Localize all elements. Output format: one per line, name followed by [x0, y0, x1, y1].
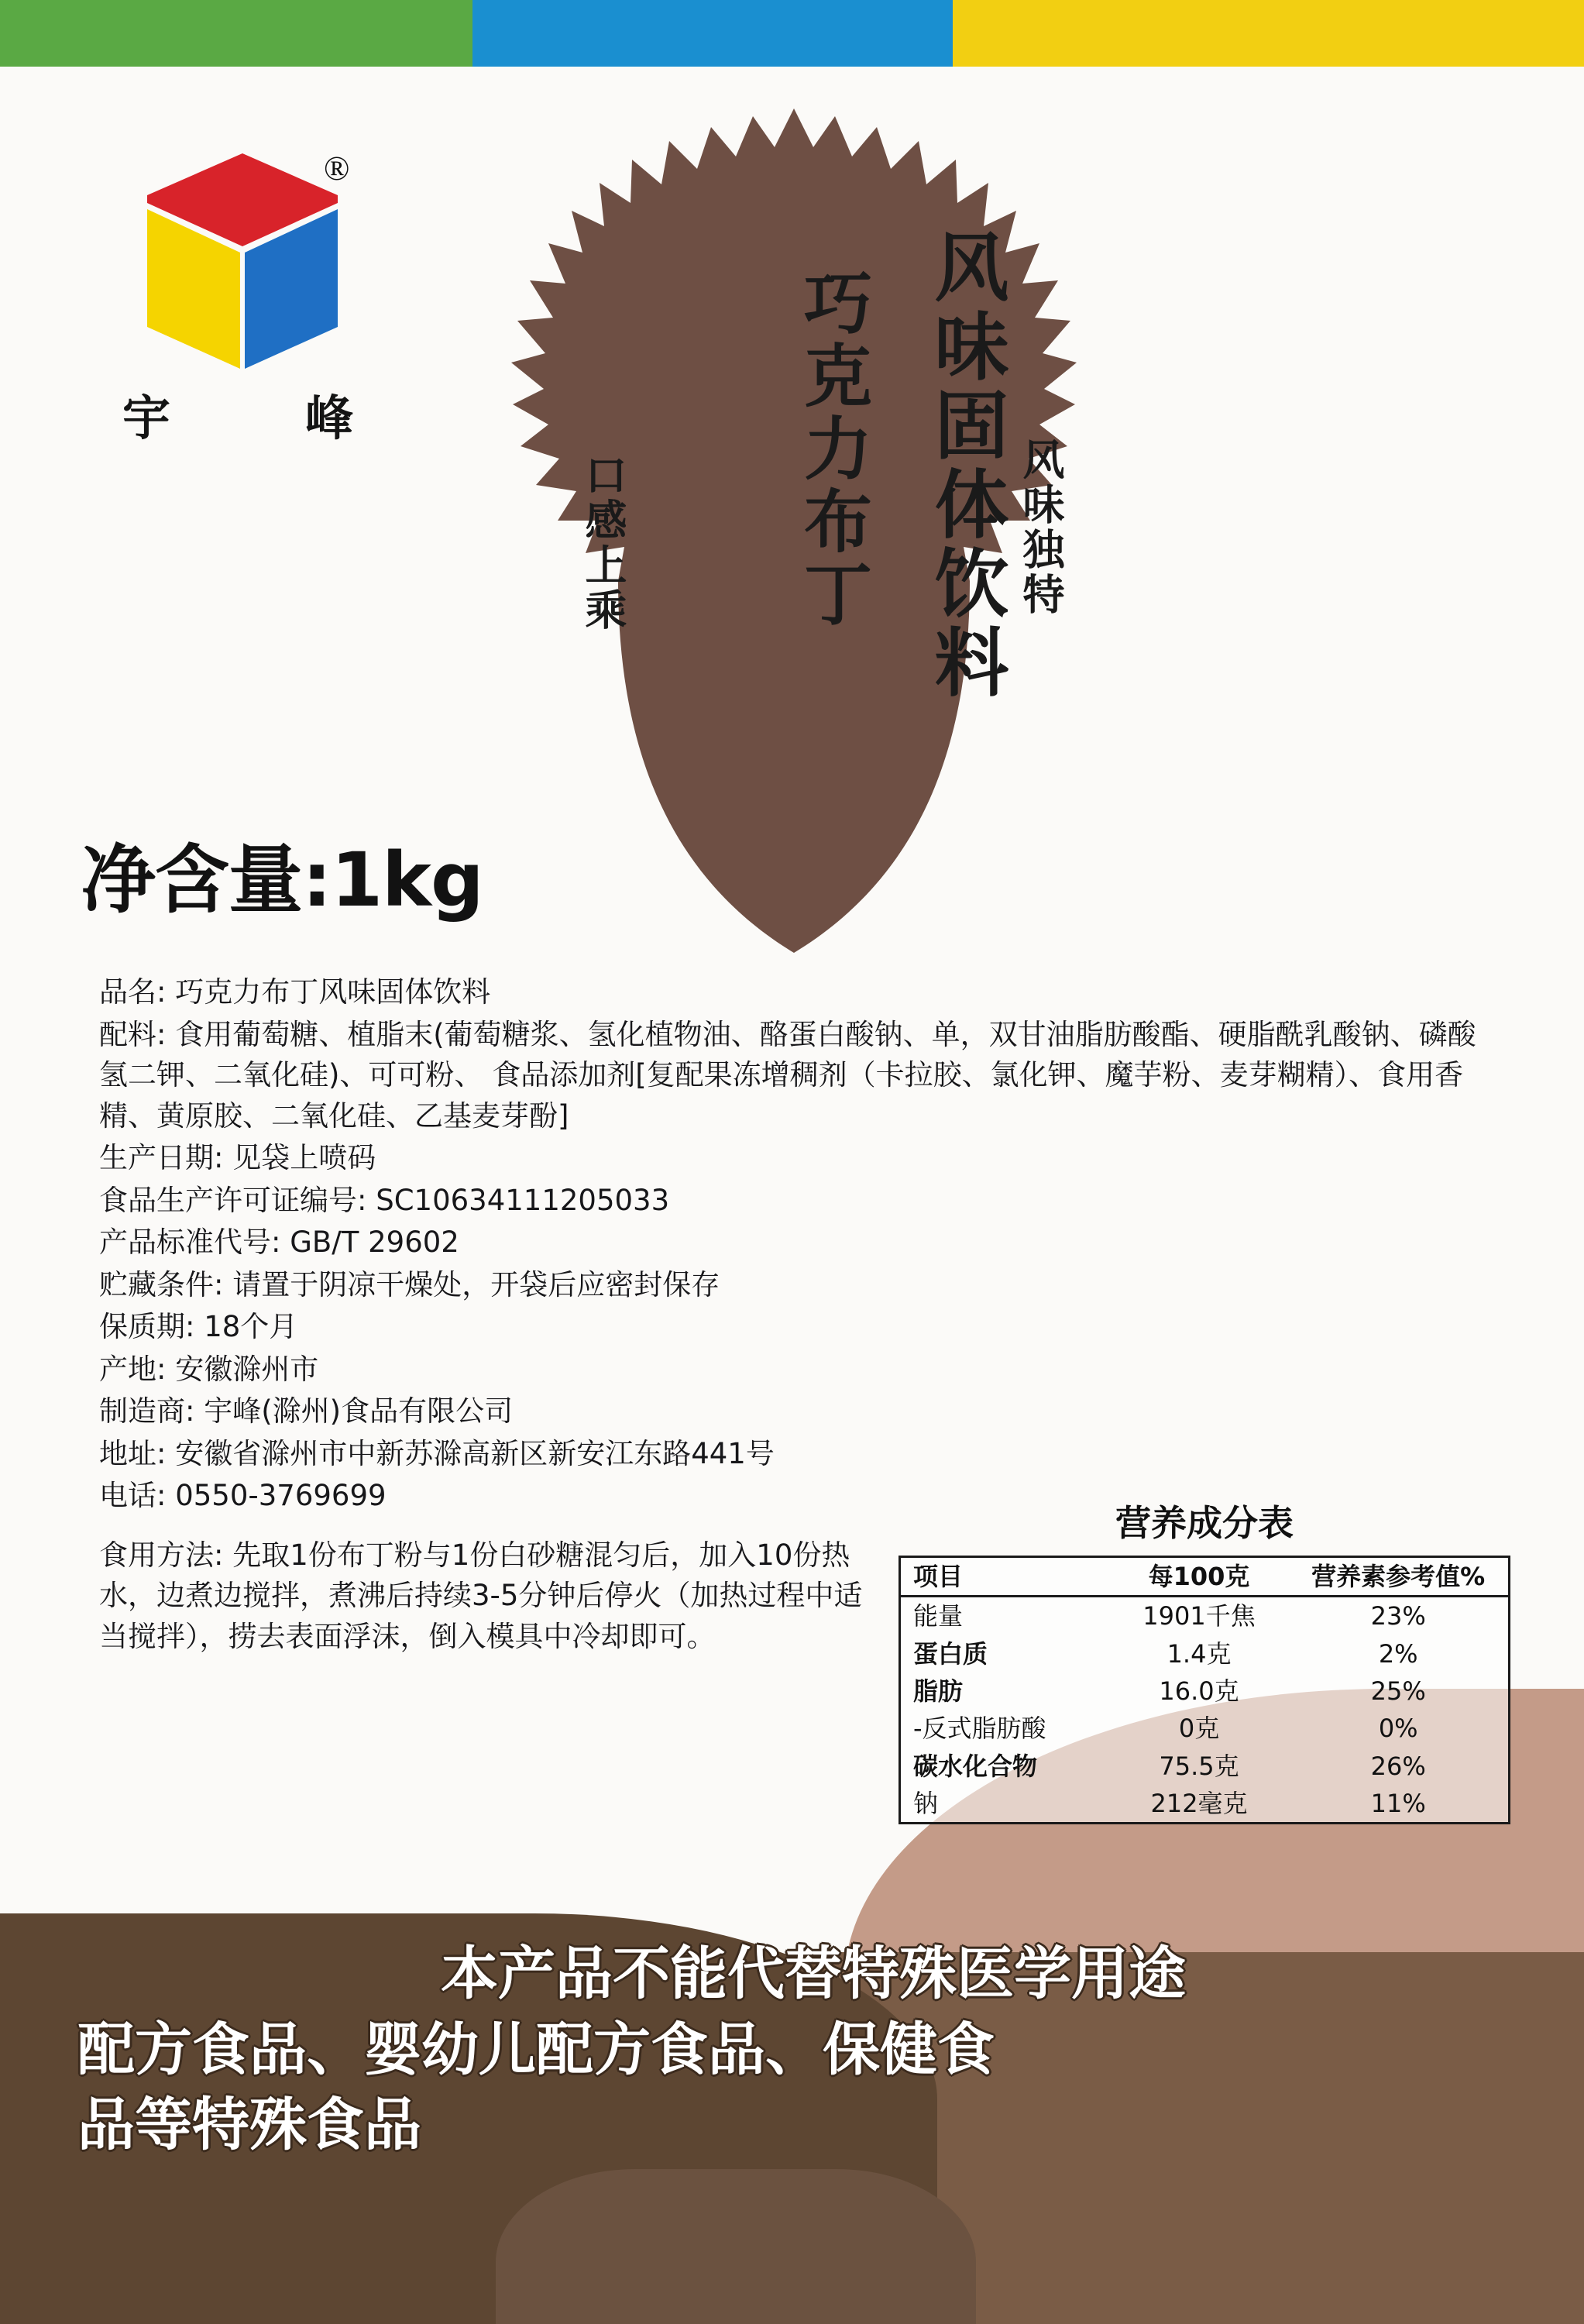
info-storage-condition: 贮藏条件: 请置于阴凉干燥处，开袋后应密封保存: [99, 1267, 720, 1301]
nutrition-nrv: 11%: [1370, 1788, 1426, 1818]
warning-line-2: 配方食品、婴幼儿配方食品、保健食: [77, 2016, 995, 2083]
registered-trademark-icon: ®: [324, 150, 350, 187]
info-address: 地址: 安徽省滁州市中新苏滁高新区新安江东路441号: [99, 1436, 775, 1470]
droplet-main-title: 风味固体饮料: [923, 229, 1009, 703]
info-manufacturer: 制造商: 宇峰(滁州)食品有限公司: [99, 1394, 514, 1428]
table-row: [900, 1748, 1510, 1785]
nutrition-item: 脂肪: [913, 1676, 964, 1706]
table-row: [900, 1710, 1510, 1747]
nutrition-table: [899, 1556, 1510, 1824]
nutrition-amount: 16.0克: [1159, 1676, 1239, 1706]
medical-warning-text: [77, 1937, 1510, 2164]
brand-logo: [116, 147, 364, 473]
info-ingredients: 配料: 食用葡萄糖、植脂末(葡萄糖浆、氢化植物油、酪蛋白酸钠、单，双甘油脂肪酸酯、硬脂酰乳酸钠、磷酸氢二钾、二氧化硅)、可可粉、 食品添加剂[复配果冻增稠剂（卡拉胶、氯化钾、魔芋粉、麦芽糊精）、食用香精、黄原胶、二氧化硅、乙基麦芽酚]: [99, 1017, 1476, 1133]
nutrition-amount: 75.5克: [1159, 1751, 1239, 1781]
warning-line-1: 本产品不能代替特殊医学用途: [441, 1941, 1186, 2007]
brand-char-1: 宇: [122, 390, 173, 446]
nutrition-header-nrv: 营养素参考值%: [1288, 1557, 1509, 1597]
nutrition-item: -反式脂肪酸: [913, 1714, 1046, 1744]
nutrition-amount: 212毫克: [1150, 1788, 1248, 1818]
nutrition-nrv: 25%: [1370, 1676, 1426, 1706]
info-phone: 电话: 0550-3769699: [99, 1479, 387, 1513]
nutrition-header-row: [900, 1557, 1510, 1597]
droplet-left-slogan: 口感上乘: [579, 453, 627, 633]
info-origin: 产地: 安徽滁州市: [99, 1352, 319, 1386]
nutrition-item: 钠: [913, 1788, 939, 1818]
droplet-right-slogan: 风味独特: [1016, 438, 1065, 617]
table-row: [900, 1785, 1510, 1824]
table-row: [900, 1597, 1510, 1635]
nutrition-item: 能量: [913, 1601, 964, 1631]
info-standard-code: 产品标准代号: GB/T 29602: [99, 1226, 459, 1260]
nutrition-facts: [899, 1495, 1510, 1824]
nutrition-nrv: 23%: [1370, 1601, 1426, 1631]
band-segment-green: [0, 0, 472, 67]
table-row: [900, 1673, 1510, 1710]
droplet-sub-title: 巧克力布丁: [793, 267, 873, 631]
info-production-date: 生产日期: 见袋上喷码: [99, 1141, 376, 1175]
brand-char-2: 峰: [304, 390, 355, 446]
nutrition-header-item: 项目: [900, 1557, 1110, 1597]
top-color-band: [0, 0, 1584, 67]
nutrition-amount: 0克: [1178, 1714, 1220, 1744]
nutrition-title: 营养成分表: [1115, 1502, 1294, 1544]
brand-name: [122, 380, 355, 449]
info-shelf-life: 保质期: 18个月: [99, 1310, 298, 1344]
decor-shape-brown-tail: [496, 2169, 976, 2324]
nutrition-item: 蛋白质: [913, 1638, 988, 1669]
nutrition-item: 碳水化合物: [913, 1751, 1038, 1781]
info-license-number: 食品生产许可证编号: SC10634111205033: [99, 1183, 670, 1217]
band-segment-yellow: [953, 0, 1584, 67]
band-segment-blue: [472, 0, 953, 67]
nutrition-amount: 1901千焦: [1142, 1601, 1256, 1631]
nutrition-amount: 1.4克: [1167, 1638, 1232, 1669]
nutrition-nrv: 0%: [1378, 1714, 1418, 1744]
nutrition-nrv: 26%: [1370, 1751, 1426, 1781]
table-row: [900, 1635, 1510, 1673]
warning-line-3: 品等特殊食品: [77, 2092, 421, 2159]
info-product-name: 品名: 巧克力布丁风味固体饮料: [99, 975, 491, 1009]
net-weight-text: 净含量:1kg: [81, 837, 483, 923]
nutrition-nrv: 2%: [1378, 1638, 1418, 1669]
info-usage-instructions: 食用方法: 先取1份布丁粉与1份白砂糖混匀后，加入10份热水，边煮边搅拌，煮沸后持续3-5分钟后停火（加热过程中适当搅拌），捞去表面浮沫，倒入模具中冷却即可。: [99, 1538, 863, 1653]
nutrition-header-amount: 每100克: [1110, 1557, 1289, 1597]
droplet-graphic: [488, 101, 1100, 961]
cube-icon: [138, 147, 350, 380]
